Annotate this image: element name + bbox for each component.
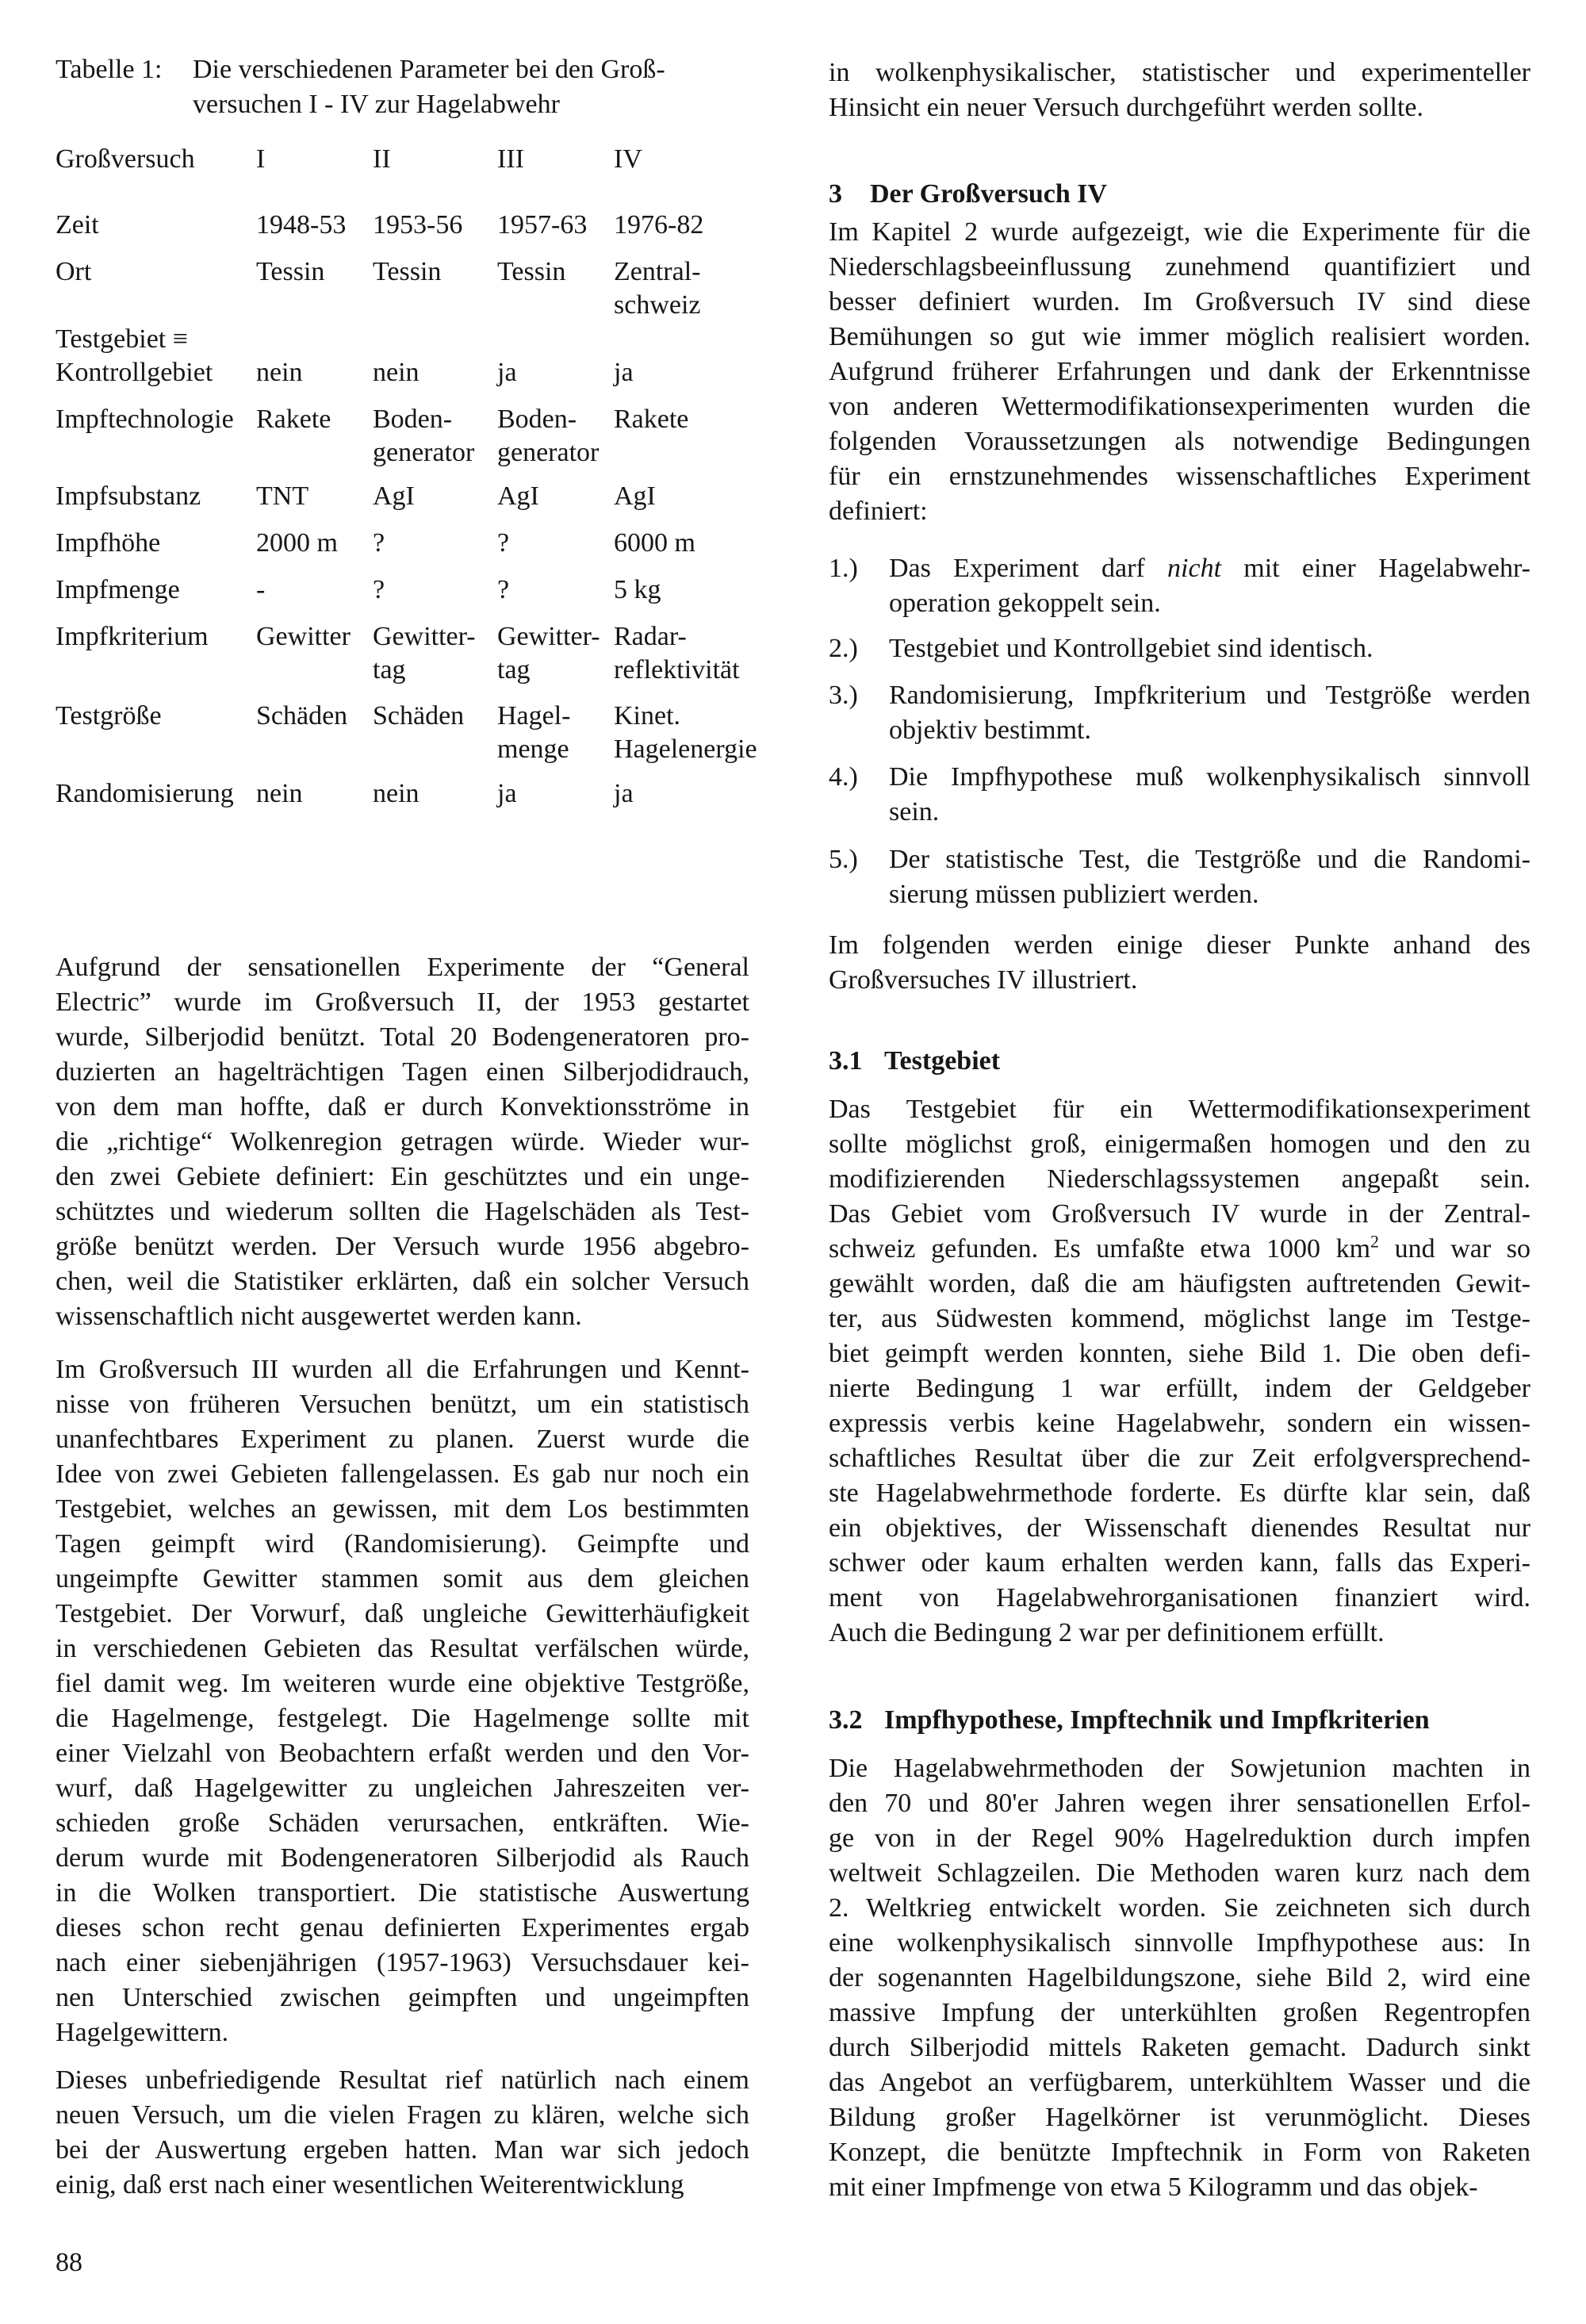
table-row-label: Randomisierung <box>56 779 234 808</box>
text-line: Electric” wurde im Großversuch II, der 1953 gestartet <box>56 988 749 1017</box>
text-line: wurde, Silberjodid benützt. Total 20 Bodengeneratoren pro- <box>56 1022 749 1052</box>
condition-item <box>889 631 1530 666</box>
text-line: Die Impfhypothese muß wolkenphysikalisch sinnvoll <box>889 762 1530 792</box>
table-cell: ja <box>614 779 634 808</box>
text-line: unanfechtbares Experiment zu planen. Zuerst wurde die <box>56 1425 749 1454</box>
table-cell: Radar- <box>614 622 687 651</box>
text-line: Idee von zwei Gebieten fallengelassen. Es gab nur noch ein <box>56 1459 749 1489</box>
text-line: Auch die Bedingung 2 war per definitionem erfüllt. <box>829 1618 1385 1647</box>
table-cell: reflektivität <box>614 655 740 685</box>
paragraph <box>829 928 1530 998</box>
table-cell: AgI <box>373 481 415 511</box>
condition-item <box>889 551 1530 621</box>
text-line: schütztes und wiederum sollten die Hagelschäden als Test- <box>56 1197 749 1226</box>
text-line: in verschiedenen Gebieten das Resultat verfälschen würde, <box>56 1634 749 1663</box>
table-cell: ja <box>497 358 517 387</box>
text-line: von anderen Wettermodifikationsexperimenten wurden die <box>829 392 1530 421</box>
text-line: sein. <box>889 797 940 826</box>
text-line: eine wolkenphysikalisch sinnvolle Impfhypothese aus: In <box>829 1928 1530 1958</box>
text-line: schaftliches Resultat über die zur Zeit erfolgversprechend- <box>829 1444 1530 1473</box>
table-cell: Tessin <box>497 257 566 286</box>
text-line: von dem man hoffte, daß er durch Konvektionsströme in <box>56 1092 749 1122</box>
table-cell: ja <box>497 779 517 808</box>
section-heading <box>829 1044 1000 1079</box>
table-cell: Boden- <box>497 405 577 434</box>
text-line: schwer oder kaum erhalten werden kann, falls das Experi- <box>829 1548 1530 1578</box>
text-line: Dieses unbefriedigende Resultat rief natürlich nach einem <box>56 2065 749 2095</box>
text-line: derum wurde mit Bodengeneratoren Silberjodid als Rauch <box>56 1843 749 1873</box>
table-cell: tag <box>497 655 531 685</box>
text-line: durch Silberjodid mittels Raketen gemacht. Dadurch sinkt <box>829 2033 1530 2062</box>
text-line: sollte möglichst groß, einigermaßen homogen und den zu <box>829 1129 1530 1159</box>
table-row-label: Kontrollgebiet <box>56 358 213 387</box>
text-line: Hagelgewittern. <box>56 2018 229 2047</box>
text-line: die „richtige“ Wolkenregion getragen würde. Wieder wur- <box>56 1127 749 1156</box>
text-line: Testgebiet, welches an gewissen, mit dem Los bestimmten <box>56 1494 749 1524</box>
table-cell: 1976-82 <box>614 210 704 240</box>
section-title: Der Großversuch IV <box>870 179 1108 209</box>
table-row-label: Ort <box>56 257 92 286</box>
section-number: 3 <box>829 179 842 209</box>
text-line: modifizierenden Niederschlagssystemen angepaßt sein. <box>829 1164 1530 1194</box>
text-line <box>829 1232 1530 1267</box>
table-cell: nein <box>373 779 419 808</box>
text-line: einig, daß erst nach einer wesentlichen Weiterentwicklung <box>56 2170 684 2199</box>
text-line: expressis verbis keine Hagelabwehr, sondern ein wissen- <box>829 1409 1530 1438</box>
text-line: den 70 und 80'er Jahren wegen ihrer sensationellen Erfol- <box>829 1789 1530 1818</box>
table-header-cell: III <box>497 144 524 174</box>
table-caption-text <box>193 52 665 122</box>
table-header-cell: Großversuch <box>56 144 195 174</box>
text-line: mit einer Impfmenge von etwa 5 Kilogramm und das objek- <box>829 2173 1478 2202</box>
text-line: ein objektives, der Wissenschaft dienendes Resultat nur <box>829 1513 1530 1543</box>
text-line: neuen Versuch, um die vielen Fragen zu klären, welche sich <box>56 2100 749 2130</box>
table-cell: Schäden <box>256 701 348 731</box>
text-line: Aufgrund früherer Erfahrungen und dank der Erkenntnisse <box>829 357 1530 386</box>
text-line: Großversuches IV illustriert. <box>829 965 1138 995</box>
paragraph <box>829 215 1530 529</box>
text-line: gewählt worden, daß die am häufigsten auftretenden Gewit- <box>829 1269 1530 1298</box>
table-cell: Tessin <box>256 257 325 286</box>
table-cell: 1957-63 <box>497 210 588 240</box>
table-cell: 1948-53 <box>256 210 347 240</box>
text-line: fiel damit weg. Im weiteren wurde eine objektive Testgröße, <box>56 1669 749 1698</box>
text-line: ste Hagelabwehrmethode forderte. Es dürfte klar sein, daß <box>829 1478 1530 1508</box>
table-cell: nein <box>256 779 303 808</box>
table-caption-line: versuchen I - IV zur Hagelabwehr <box>193 90 560 119</box>
condition-number: 3.) <box>829 681 858 710</box>
paragraph <box>829 1092 1530 1651</box>
condition-item <box>889 842 1530 912</box>
table-caption-line: Die verschiedenen Parameter bei den Groß- <box>193 55 665 84</box>
table-cell: Gewitter <box>256 622 351 651</box>
text-line: massive Impfung der unterkühlten großen Regentropfen <box>829 1998 1530 2027</box>
text-line: schieden große Schäden verursachen, entkräften. Wie- <box>56 1808 749 1838</box>
text-line: Bemühungen so gut wie immer möglich realisiert worden. <box>829 322 1530 351</box>
table-cell: Rakete <box>614 405 689 434</box>
table-cell: Hagel- <box>497 701 571 731</box>
table-cell: - <box>256 575 266 604</box>
text-line: Hinsicht ein neuer Versuch durchgeführt werden sollte. <box>829 93 1423 122</box>
table-cell: Boden- <box>373 405 453 434</box>
text-line: weltweit Schlagzeilen. Die Methoden waren kurz nach dem <box>829 1858 1530 1888</box>
condition-item <box>889 678 1530 748</box>
condition-number: 1.) <box>829 554 858 583</box>
table-cell: ? <box>373 575 385 604</box>
text-line: Testgebiet und Kontrollgebiet sind identisch. <box>889 634 1373 663</box>
text-segment: mit einer Hagelabwehr- <box>1221 554 1530 583</box>
text-line: 2. Weltkrieg entwickelt worden. Sie zeichneten sich durch <box>829 1893 1530 1923</box>
table-cell: Hagelenergie <box>614 734 757 764</box>
table-row-label: Impfhöhe <box>56 528 161 558</box>
table-row-label: Impftechnologie <box>56 405 234 434</box>
text-line: Im Kapitel 2 wurde aufgezeigt, wie die Experimente für die <box>829 217 1530 247</box>
text-line: in wolkenphysikalischer, statistischer und experimenteller <box>829 58 1530 87</box>
table-cell: Rakete <box>256 405 331 434</box>
text-line: wissenschaftlich nicht ausgewertet werden kann. <box>56 1302 582 1331</box>
table-cell: AgI <box>614 481 656 511</box>
table-cell: 1953-56 <box>373 210 463 240</box>
table-row-label: Testgebiet ≡ <box>56 324 188 354</box>
text-line: sierung müssen publiziert werden. <box>889 880 1259 909</box>
text-line: die Hagelmenge, festgelegt. Die Hagelmenge sollte mit <box>56 1704 749 1733</box>
table-cell: 5 kg <box>614 575 661 604</box>
text-line: Der statistische Test, die Testgröße und die Randomi- <box>889 845 1530 874</box>
text-line: Randomisierung, Impfkriterium und Testgröße werden <box>889 681 1530 710</box>
paragraph <box>829 56 1530 125</box>
table-cell: nein <box>256 358 303 387</box>
table-caption-label: Tabelle 1: <box>56 55 163 84</box>
paragraph <box>829 1751 1530 2205</box>
text-line: der sogenannten Hagelbildungszone, siehe Bild 2, wird eine <box>829 1963 1530 1992</box>
table-cell: nein <box>373 358 419 387</box>
condition-number: 2.) <box>829 634 858 663</box>
section-number: 3.2 <box>829 1705 863 1735</box>
text-line: für ein ernstzunehmendes wissenschaftliches Experiment <box>829 462 1530 491</box>
text-line: Tagen geimpft wird (Randomisierung). Geimpfte und <box>56 1529 749 1559</box>
table-cell: menge <box>497 734 569 764</box>
table-cell: ja <box>614 358 634 387</box>
section-title: Testgebiet <box>884 1046 1001 1076</box>
text-line: Die Hagelabwehrmethoden der Sowjetunion machten in <box>829 1754 1530 1783</box>
superscript: 2 <box>1370 1231 1380 1252</box>
table-cell: ? <box>497 575 510 604</box>
condition-item <box>889 760 1530 830</box>
table-row-label: Impfkriterium <box>56 622 209 651</box>
text-line: ungeimpfte Gewitter stammen somit aus dem gleichen <box>56 1564 749 1593</box>
table-cell: ? <box>373 528 385 558</box>
italic-text: nicht <box>1167 554 1222 583</box>
text-line: Im folgenden werden einige dieser Punkte anhand des <box>829 930 1530 960</box>
text-line: objektiv bestimmt. <box>889 715 1091 745</box>
text-line: ter, aus Südwesten kommend, möglichst lange im Testge- <box>829 1304 1530 1333</box>
text-line: Aufgrund der sensationellen Experimente der “General <box>56 953 749 982</box>
table-cell: ? <box>497 528 510 558</box>
text-line: Bildung großer Hagelkörner ist verunmöglicht. Dieses <box>829 2103 1530 2132</box>
text-line: größe benützt werden. Der Versuch wurde 1956 abgebro- <box>56 1232 749 1261</box>
table-cell: Schäden <box>373 701 465 731</box>
paragraph <box>56 1352 749 2050</box>
table-row-label: Impfsubstanz <box>56 481 201 511</box>
table-caption <box>56 52 163 87</box>
table-cell: Kinet. <box>614 701 681 731</box>
text-segment: Das Experiment darf <box>889 554 1168 583</box>
condition-number: 4.) <box>829 762 858 792</box>
text-line: nen Unterschied zwischen geimpften und ungeimpften <box>56 1983 749 2012</box>
table-cell: schweiz <box>614 290 701 320</box>
table-cell: tag <box>373 655 406 685</box>
section-heading <box>829 177 1107 212</box>
condition-number: 5.) <box>829 845 858 874</box>
text-line: Das Gebiet vom Großversuch IV wurde in der Zentral- <box>829 1199 1530 1229</box>
table-cell: Gewitter- <box>373 622 476 651</box>
text-line: das Angebot an verfügbarem, unterkühltem Wasser und die <box>829 2068 1530 2097</box>
text-line: nierte Bedingung 1 war erfüllt, indem der Geldgeber <box>829 1374 1530 1403</box>
text-line: besser definiert wurden. Im Großversuch IV sind diese <box>829 287 1530 316</box>
table-row-label: Zeit <box>56 210 99 240</box>
page-number: 88 <box>56 2248 82 2277</box>
text-line: wurf, daß Hagelgewitter zu ungleichen Jahreszeiten ver- <box>56 1774 749 1803</box>
text-line: Niederschlagsbeeinflussung zunehmend quantifiziert und <box>829 252 1530 282</box>
table-cell: generator <box>373 438 475 467</box>
text-line: biet geimpft werden konnten, siehe Bild 1. Die oben defi- <box>829 1339 1530 1368</box>
text-line: ge von in der Regel 90% Hagelreduktion durch impfen <box>829 1824 1530 1853</box>
text-line: den zwei Gebiete definiert: Ein geschütztes und ein unge- <box>56 1162 749 1191</box>
text-line: dieses schon recht genau definierten Experimentes ergab <box>56 1913 749 1942</box>
text-segment: und war so <box>1379 1234 1530 1264</box>
section-title: Impfhypothese, Impftechnik und Impfkriterien <box>884 1705 1430 1735</box>
text-line: Testgebiet. Der Vorwurf, daß ungleiche Gewitterhäufigkeit <box>56 1599 749 1628</box>
text-line: nach einer siebenjährigen (1957-1963) Versuchsdauer kei- <box>56 1948 749 1977</box>
table-cell: TNT <box>256 481 309 511</box>
text-line: definiert: <box>829 497 928 526</box>
text-line: operation gekoppelt sein. <box>889 589 1161 618</box>
table-header-cell: I <box>256 144 266 174</box>
table-cell: 2000 m <box>256 528 338 558</box>
table-row-label: Impfmenge <box>56 575 180 604</box>
table-row-label: Testgröße <box>56 701 162 731</box>
text-line: Im Großversuch III wurden all die Erfahrungen und Kennt- <box>56 1355 749 1384</box>
table-cell: generator <box>497 438 600 467</box>
text-line: in die Wolken transportiert. Die statistische Auswertung <box>56 1878 749 1908</box>
section-heading <box>829 1703 1430 1738</box>
text-line: Das Testgebiet für ein Wettermodifikationsexperiment <box>829 1095 1530 1124</box>
table-cell: 6000 m <box>614 528 695 558</box>
text-line: bei der Auswertung ergeben hatten. Man war sich jedoch <box>56 2135 749 2165</box>
text-line <box>889 551 1530 586</box>
text-line: chen, weil die Statistiker erklärten, daß ein solcher Versuch <box>56 1267 749 1296</box>
text-line: nisse von früheren Versuchen benützt, um ein statistisch <box>56 1390 749 1419</box>
text-line: einer Vielzahl von Beobachtern erfaßt werden und den Vor- <box>56 1739 749 1768</box>
table-header-cell: IV <box>614 144 642 174</box>
table-cell: Zentral- <box>614 257 701 286</box>
table-cell: AgI <box>497 481 539 511</box>
text-line: folgenden Voraussetzungen als notwendige Bedingungen <box>829 427 1530 456</box>
paragraph <box>56 2063 749 2203</box>
text-line: ment von Hagelabwehrorganisationen finanziert wird. <box>829 1583 1530 1613</box>
paragraph <box>56 950 749 1334</box>
table-header-cell: II <box>373 144 391 174</box>
table-cell: Tessin <box>373 257 442 286</box>
text-line: Konzept, die benützte Impftechnik in Form von Raketen <box>829 2138 1530 2167</box>
text-segment: schweiz gefunden. Es umfaßte etwa 1000 km <box>829 1234 1371 1264</box>
section-number: 3.1 <box>829 1046 863 1076</box>
text-line: duzierten an hagelträchtigen Tagen einen Silberjodidrauch, <box>56 1057 749 1087</box>
table-cell: Gewitter- <box>497 622 600 651</box>
